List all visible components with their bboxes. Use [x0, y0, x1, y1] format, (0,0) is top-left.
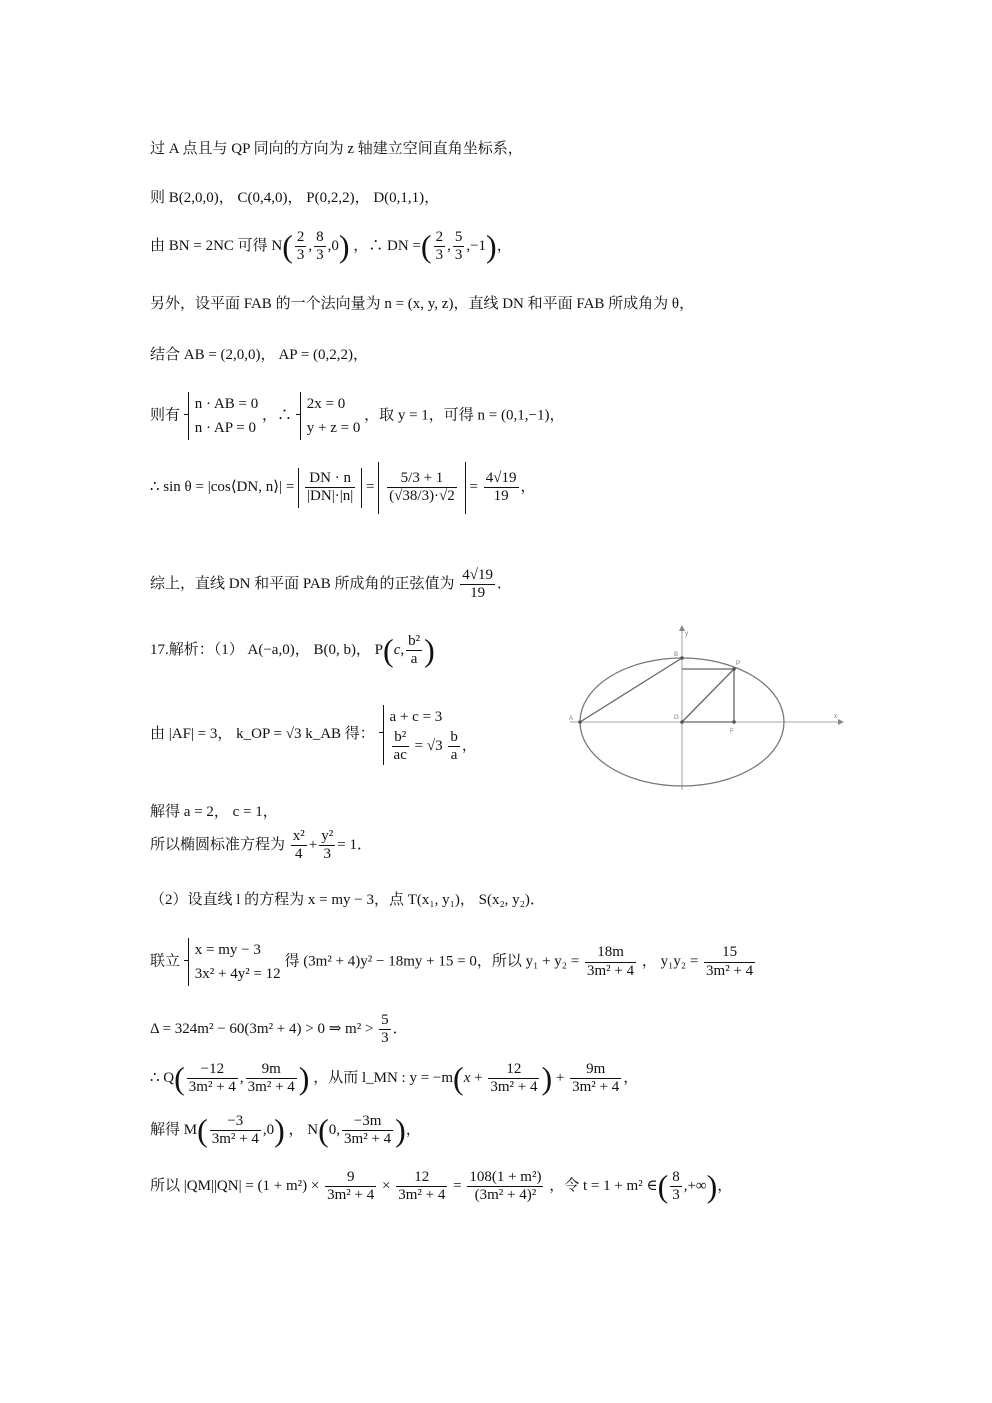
line14-product: ， y₁y₂ =: [641, 953, 699, 970]
segment-OP: [682, 669, 734, 722]
fraction: $\frac{\text{b²}}{a}$: [408, 632, 421, 667]
line15-text: Δ = 324m² − 60(3m² + 4) > 0 ⇒ m² >: [150, 1021, 374, 1038]
ellipse-figure: [568, 625, 848, 795]
segment-AB: [580, 658, 682, 722]
line18-prefix: 所以 |QM||QN| = (1 + m²) ×: [150, 1177, 320, 1194]
equation-system-2: 2x = 0 y + z = 0: [300, 392, 361, 440]
line16-prefix: ∴ Q: [150, 1069, 175, 1086]
label-A: A: [569, 716, 574, 722]
text-line-14: [150, 938, 757, 986]
result-fraction: $\frac{4√19}{19}$: [485, 470, 517, 505]
text-line-3: 由 BN = 2NC 可得 N( $\frac{2}{3}$ , $\frac{8}{3}$ ,0) ，∴ DN =( $\frac{2}{3}$ , $\frac{5}{3}$ ,−1)，: [150, 228, 512, 264]
line3-dn: ，∴ DN =: [353, 237, 421, 254]
equation-system-4: x = my − 3 3x² + 4y² = 12: [188, 938, 281, 986]
equals-sign: =: [469, 479, 479, 496]
line16-mid: ，从而 l_MN : y = −m: [313, 1069, 454, 1086]
point-B: [680, 656, 684, 660]
fraction: $\frac{-3}{\text{3m² + 4}}$: [211, 1112, 259, 1147]
text-line-11: 解得 a = 2， c = 1，: [150, 804, 278, 820]
text-line-5: 结合 AB = (2,0,0)， AP = (0,2,2)，: [150, 347, 369, 363]
text-line-16: ∴ Q( $\frac{-12}{\text{3m² + 4}}$ , $\frac{9m}{\text{3m² + 4}}$ ) ，从而 l_MN : y = −m(x + $\frac{12}{\text{3m² + 4}}$ ) + $\frac{9m}{\text{3m² + 4}}$ ，: [150, 1060, 639, 1096]
line6-prefix: 则有: [150, 407, 181, 424]
equation-system-1: n · AB = 0 n · AP = 0: [188, 392, 258, 440]
line3-mid: BN = 2NC 可得 N: [168, 237, 283, 254]
text-line-6: [150, 392, 564, 440]
line10-text: 由 |AF| = 3， k_OP = √3 k_AB 得：: [150, 726, 375, 743]
text-line-15: Δ = 324m² − 60(3m² + 4) > 0 ⇒ m² > $\frac{5}{3}$ ．: [150, 1012, 408, 1047]
text-line-7: ∴ sin θ = |cos⟨DN, n⟩| = $\frac{DN \cdot n}{|DN|\cdot|n|}$ = $\frac{5/3 + 1}{(√38/3)\cdot√2}$ = $\frac{4√19}{19}$ ，: [150, 462, 536, 514]
line9-text: 17.解析：（1） A(−a,0)， B(0, b)， P: [150, 641, 384, 658]
fraction: $\frac{5}{3}$: [454, 228, 463, 263]
label-x: x: [834, 714, 837, 720]
fraction: $\frac{2}{3}$: [296, 228, 305, 263]
point-F: [732, 720, 736, 724]
times-sign: ×: [382, 1177, 391, 1194]
fraction: $\frac{\text{y²}}{3}$: [321, 828, 334, 863]
point-O: [680, 720, 684, 724]
line17-mid: ， N: [288, 1121, 319, 1138]
fraction: $\frac{\text{108(1 + m²)}}{\text{(3m² + 4)²}}$: [469, 1168, 542, 1203]
text-line-18: 所以 |QM||QN| = (1 + m²) × $\frac{9}{\text{3m² + 4}}$ × $\frac{12}{\text{3m² + 4}}$ = $\frac{\text{108(1 + m²)}}{\text{(3m² + 4)²}}$ ，令 t = 1 + m² ∈( $\frac{8}{3}$ ,+∞)，: [150, 1168, 733, 1204]
abs-fraction-1: $\frac{DN \cdot n}{|DN|\cdot|n|}$: [298, 468, 362, 508]
label-P: P: [736, 661, 741, 667]
line6-suffix: ，取 y = 1，可得 n = (0,1,−1)，: [364, 407, 565, 424]
fraction: $\frac{5}{3}$: [381, 1012, 389, 1047]
fraction: $\frac{\text{x²}}{4}$: [292, 828, 305, 863]
label-F: F: [730, 729, 734, 735]
line17-prefix: 解得 M: [150, 1121, 198, 1138]
equation-system-3: a + c = 3 $\frac{\text{b²}}{ac}$ = √3 $\frac{b}{a}$ ，: [383, 705, 477, 765]
line8-text: 综上，直线 DN 和平面 PAB 所成角的正弦值为: [150, 576, 455, 593]
fraction: $\frac{12}{\text{3m² + 4}}$: [398, 1168, 446, 1203]
text-line-17: 解得 M( $\frac{-3}{\text{3m² + 4}}$ ,0) ， N(0, $\frac{-3m}{\text{3m² + 4}}$ )，: [150, 1112, 421, 1148]
equals-sign: =: [365, 479, 375, 496]
text-line-13: （2）设直线 l 的方程为 x = my − 3，点 T(x₁, y₁)， S(x₂, y₂)．: [150, 892, 545, 908]
label-B: B: [674, 652, 679, 658]
text-line-12: 所以椭圆标准方程为 $\frac{\text{x²}}{4}$ + $\frac{\text{y²}}{3}$ = 1．: [150, 828, 372, 863]
fraction: $\frac{12}{\text{3m² + 4}}$: [490, 1060, 538, 1095]
fraction: $\frac{-3m}{\text{3m² + 4}}$: [344, 1112, 392, 1147]
text-line-8: 综上，直线 DN 和平面 PAB 所成角的正弦值为 $\frac{4√19}{19}$ ．: [150, 567, 512, 602]
fraction: $\frac{15}{\text{3m² + 4}}$: [706, 944, 754, 979]
line14-mid: 得 (3m² + 4)y² − 18my + 15 = 0，所以 y₁ + y₂ =: [284, 953, 580, 970]
equals-sign: =: [453, 1177, 462, 1194]
fraction: $\frac{9m}{\text{3m² + 4}}$: [247, 1060, 295, 1095]
text-line-9: 17.解析：（1） A(−a,0)， B(0, b)， P(c, $\frac{\text{b²}}{a}$ ): [150, 632, 435, 668]
text-line-1: 过 A 点且与 QP 同向的方向为 z 轴建立空间直角坐标系，: [150, 141, 523, 157]
fraction: $\frac{9}{\text{3m² + 4}}$: [327, 1168, 375, 1203]
line3-prefix: 由: [150, 237, 166, 254]
fraction: $\frac{2}{3}$: [435, 228, 444, 263]
label-O: O: [674, 715, 679, 721]
point-P: [732, 667, 736, 671]
fraction: $\frac{9m}{\text{3m² + 4}}$: [572, 1060, 620, 1095]
line18-suffix: ，令 t = 1 + m² ∈: [549, 1177, 658, 1194]
fraction: $\frac{18m}{\text{3m² + 4}}$: [586, 944, 635, 979]
text-line-10: [150, 705, 477, 765]
line14-prefix: 联立: [150, 953, 181, 970]
text-line-2: 则 B(2,0,0)， C(0,4,0)， P(0,2,2)， D(0,1,1)，: [150, 190, 440, 206]
line6-therefore: ，∴: [261, 407, 292, 424]
result-fraction: $\frac{4√19}{19}$: [462, 567, 493, 602]
line12-text: 所以椭圆标准方程为: [150, 837, 286, 854]
point-A: [578, 720, 582, 724]
abs-fraction-2: $\frac{5/3 + 1}{(√38/3)\cdot√2}$: [378, 462, 466, 514]
label-y: y: [685, 631, 688, 637]
text-line-4: 另外，设平面 FAB 的一个法向量为 n = (x, y, z)，直线 DN 和平面 FAB 所成角为 θ，: [150, 296, 695, 312]
x-axis-arrow: [838, 719, 844, 725]
fraction: $\frac{8}{3}$: [672, 1168, 680, 1203]
plus-sign: +: [555, 1069, 565, 1086]
fraction: $\frac{-12}{\text{3m² + 4}}$: [188, 1060, 236, 1095]
line7-prefix: ∴ sin θ = |cos⟨DN, n⟩| =: [150, 479, 295, 496]
fraction: $\frac{8}{3}$: [316, 228, 324, 263]
